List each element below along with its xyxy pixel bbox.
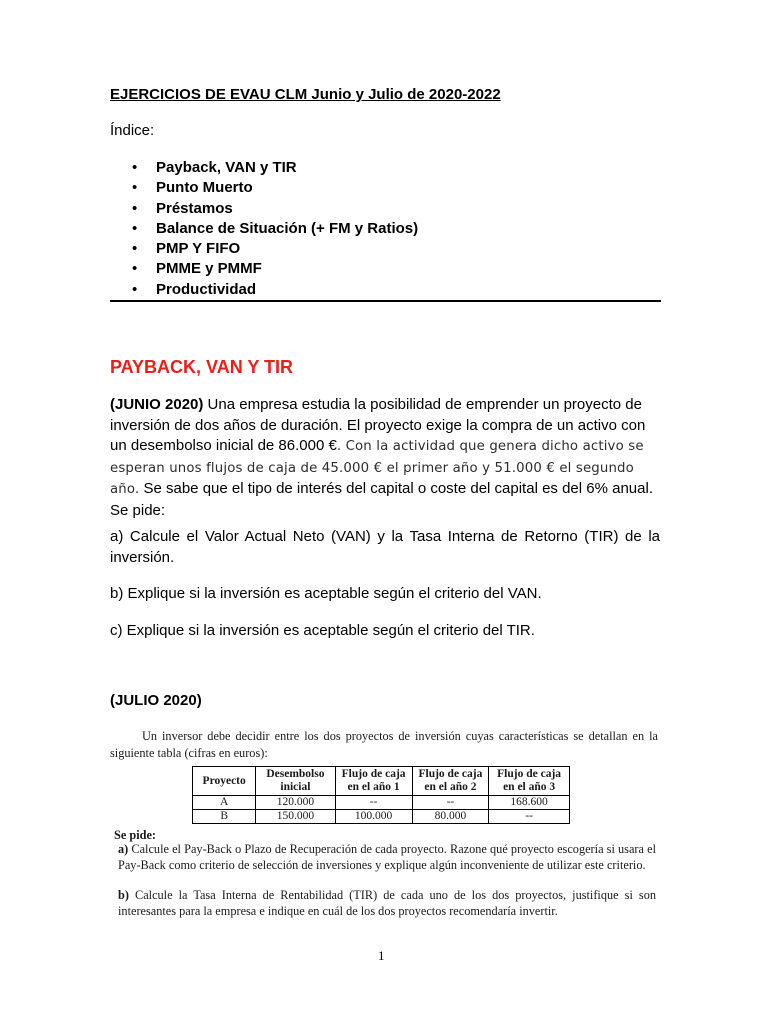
julio-2020-intro: Un inversor debe decidir entre los dos proyectos de inversión cuyas características se detallan en la siguiente tabla (cifras en euros): bbox=[110, 729, 658, 760]
julio-question-b-label: b) bbox=[118, 888, 129, 902]
table-header-row bbox=[193, 767, 570, 796]
index-item-pmme-pmmf: • PMME y PMMF bbox=[110, 259, 418, 279]
index-item-balance: • Balance de Situación (+ FM y Ratios) bbox=[110, 219, 418, 239]
table-cell: -- bbox=[489, 810, 570, 824]
junio-2020-text-1: Una empresa estudia la posibilidad de emprender un proyecto de inversión de dos años de duración. El proyecto exige la compra de un activo con un desembolso inicial de 86.000 € bbox=[110, 396, 646, 454]
index-item-punto-muerto: • Punto Muerto bbox=[110, 178, 418, 198]
index-item-payback: • Payback, VAN y TIR bbox=[110, 158, 418, 178]
junio-2020-label: (JUNIO 2020) bbox=[110, 396, 204, 413]
index-label: Índice: bbox=[110, 122, 155, 139]
table-cell: 120.000 bbox=[256, 796, 335, 810]
junio-question-a: a) Calcule el Valor Actual Neto (VAN) y la Tasa Interna de Retorno (TIR) de la inversión. bbox=[110, 528, 660, 566]
table-cell: A bbox=[193, 796, 256, 810]
junio-question-c: c) Explique si la inversión es aceptable según el criterio del TIR. bbox=[110, 622, 535, 639]
table-cell: -- bbox=[335, 796, 412, 810]
table-header-cell: Proyecto bbox=[193, 767, 256, 796]
julio-question-a-label: a) bbox=[118, 842, 129, 856]
document-title: EJERCICIOS DE EVAU CLM Junio y Julio de 2020-2022 bbox=[110, 86, 501, 103]
julio-question-b-text: Calcule la Tasa Interna de Rentabilidad (TIR) de cada uno de los dos proyectos, justifique si son interesantes para la empresa e indique en cuál de los dos proyectos recomendaría invertir. bbox=[118, 888, 656, 918]
junio-2020-statement bbox=[110, 395, 660, 521]
table-row bbox=[193, 810, 570, 824]
table-header-cell: Flujo de caja en el año 1 bbox=[335, 767, 412, 796]
julio-question-a bbox=[118, 841, 656, 873]
table-header-cell: Flujo de caja en el año 3 bbox=[489, 767, 570, 796]
table-header-cell: Flujo de caja en el año 2 bbox=[412, 767, 489, 796]
julio-question-b bbox=[118, 887, 656, 919]
index-item-pmp-fifo: • PMP Y FIFO bbox=[110, 239, 418, 259]
julio-question-a-text: Calcule el Pay-Back o Plazo de Recuperación de cada proyecto. Razone qué proyecto escogería si usara el Pay-Back como criterio de selección de inversiones y explique algún inconveniente de utilizar este criterio. bbox=[118, 842, 656, 872]
index-item-prestamos: • Préstamos bbox=[110, 199, 418, 219]
se-pide-label: Se pide: bbox=[114, 828, 157, 842]
table-cell: 80.000 bbox=[412, 810, 489, 824]
table-cell: B bbox=[193, 810, 256, 824]
horizontal-rule bbox=[110, 300, 661, 302]
section-heading: PAYBACK, VAN Y TIR bbox=[110, 357, 294, 377]
junio-2020-text-3: Se sabe que el tipo de interés del capital o coste del capital es del 6% anual. Se pide: bbox=[110, 480, 653, 519]
table-cell: 150.000 bbox=[256, 810, 335, 824]
junio-2020-text-2: . Con la actividad que genera dicho activo se esperan unos flujos de caja de 45.000 € el primer año y 51.000 € el segundo año. bbox=[110, 439, 644, 497]
table-row bbox=[193, 796, 570, 810]
table-cell: -- bbox=[412, 796, 489, 810]
table-cell: 168.600 bbox=[489, 796, 570, 810]
table-cell: 100.000 bbox=[335, 810, 412, 824]
index-list bbox=[110, 158, 418, 300]
index-item-productividad: • Productividad bbox=[110, 280, 418, 300]
table-header-cell: Desembolso inicial bbox=[256, 767, 335, 796]
projects-table bbox=[192, 766, 570, 824]
julio-2020-heading: (JULIO 2020) bbox=[110, 692, 202, 709]
junio-question-b: b) Explique si la inversión es aceptable según el criterio del VAN. bbox=[110, 585, 542, 602]
page-number: 1 bbox=[378, 948, 385, 963]
